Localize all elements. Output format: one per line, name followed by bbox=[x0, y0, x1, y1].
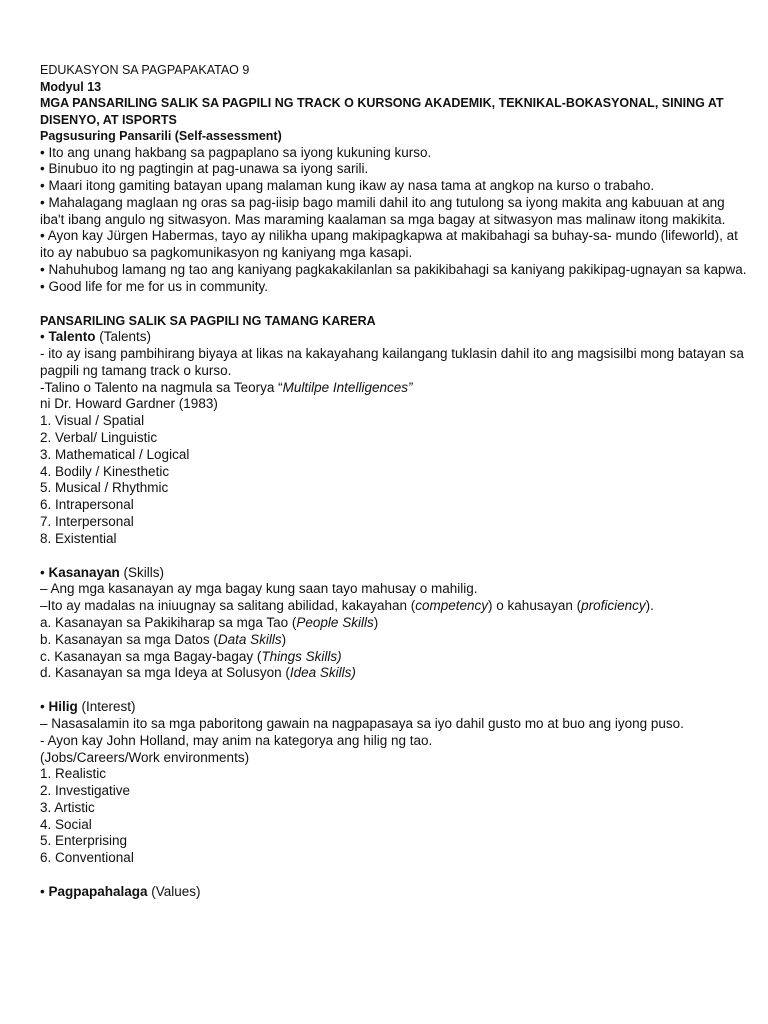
text-run: competency bbox=[415, 598, 489, 614]
talento-gloss: (Talents) bbox=[95, 329, 152, 345]
list-item: 3. Artistic bbox=[40, 799, 95, 815]
talento-heading bbox=[40, 329, 748, 346]
list-item bbox=[40, 615, 748, 632]
text-run: Idea Skills) bbox=[289, 665, 356, 681]
list-item: • Mahalagang maglaan ng oras sa pag-iisip bago mamili dahil ito ang tutulong sa iyong makita ang kabuuan at ang iba't ibang angulo ng sitwasyon. Mas maraming kaalaman sa mga bagay at sitwasyon mas malinaw itong makikita. bbox=[40, 194, 726, 227]
list-item: 2. Verbal/ Linguistic bbox=[40, 429, 158, 445]
talento-description: - ito ay isang pambihirang biyaya at likas na kakayahang kailangang tuklasin dahil ito ang magsisilbi mong batayan sa pagpili ng tamang track o kurso. bbox=[40, 345, 744, 378]
list-item: 5. Musical / Rhythmic bbox=[40, 480, 169, 496]
text-run: –Ito ay madalas na iniuugnay sa salitang abilidad, kakayahan ( bbox=[40, 598, 416, 614]
list-item: 5. Enterprising bbox=[40, 833, 128, 849]
hilig-gloss: (Interest) bbox=[77, 699, 136, 715]
theory-prefix: -Talino o Talento na nagmula sa Teorya “ bbox=[40, 379, 283, 395]
text-run: proficiency bbox=[581, 598, 646, 614]
list-item: 4. Social bbox=[40, 816, 92, 832]
list-item bbox=[40, 665, 748, 682]
list-item: 2. Investigative bbox=[40, 783, 131, 799]
intelligences-list bbox=[40, 413, 748, 547]
module-label: Modyul 13 bbox=[40, 79, 102, 94]
list-item: 7. Interpersonal bbox=[40, 513, 134, 529]
kasanayan-heading bbox=[40, 565, 748, 582]
list-item: 1. Realistic bbox=[40, 766, 107, 782]
hilig-heading bbox=[40, 699, 748, 716]
self-assessment-list bbox=[40, 145, 748, 296]
bullet: • bbox=[40, 564, 49, 580]
skills-list bbox=[40, 615, 748, 682]
bullet: • bbox=[40, 329, 49, 345]
text-run: a. Kasanayan sa Pakikiharap sa mga Tao ( bbox=[40, 614, 297, 630]
list-item: 4. Bodily / Kinesthetic bbox=[40, 463, 170, 479]
bullet: • bbox=[40, 884, 49, 900]
list-item bbox=[40, 649, 748, 666]
list-item: • Binubuo ito ng pagtingin at pag-unawa sa iyong sarili. bbox=[40, 161, 369, 177]
list-item: • Maari itong gamiting batayan upang malaman kung ikaw ay nasa tama at angkop na kurso o trabaho. bbox=[40, 178, 655, 194]
factors-heading: PANSARILING SALIK SA PAGPILI NG TAMANG KARERA bbox=[40, 313, 376, 328]
subject-title: EDUKASYON SA PAGPAPAKATAO 9 bbox=[40, 63, 250, 77]
kasanayan-description-2 bbox=[40, 598, 748, 615]
text-run: ) bbox=[281, 631, 287, 647]
theory-suffix: ” bbox=[407, 379, 413, 395]
text-run: People Skills bbox=[296, 614, 374, 630]
text-run: ). bbox=[645, 598, 654, 614]
text-run: b. Kasanayan sa mga Datos ( bbox=[40, 631, 218, 647]
talento-author: ni Dr. Howard Gardner (1983) bbox=[40, 396, 218, 412]
hilig-label: Hilig bbox=[48, 699, 78, 715]
text-run: ) bbox=[373, 614, 379, 630]
self-assessment-heading: Pagsusuring Pansarili (Self-assessment) bbox=[40, 129, 282, 143]
list-item: • Ayon kay Jürgen Habermas, tayo ay nilikha upang makipagkapwa at makibahagi sa buhay-sa- mundo (lifeworld), at ito ay nabubuo sa pagkomunikasyon ng kaniyang mga kasapi. bbox=[40, 228, 738, 261]
kasanayan-gloss: (Skills) bbox=[119, 564, 165, 580]
list-item: 3. Mathematical / Logical bbox=[40, 446, 190, 462]
text-run: ) o kahusayan ( bbox=[488, 598, 582, 614]
list-item: 8. Existential bbox=[40, 530, 117, 546]
pagpapahalaga-gloss: (Values) bbox=[147, 884, 201, 900]
pagpapahalaga-heading bbox=[40, 884, 748, 901]
bullet: • bbox=[40, 699, 49, 715]
text-run: c. Kasanayan sa mga Bagay-bagay ( bbox=[40, 648, 262, 664]
kasanayan-description: – Ang mga kasanayan ay mga bagay kung saan tayo mahusay o mahilig. bbox=[40, 581, 478, 597]
interest-list bbox=[40, 766, 748, 867]
talento-label: Talento bbox=[48, 329, 96, 345]
list-item: • Nahuhubog lamang ng tao ang kaniyang pagkakakilanlan sa pakikibahagi sa kaniyang pakikipag-ugnayan sa kapwa. bbox=[40, 262, 747, 278]
list-item: • Ito ang unang hakbang sa pagpaplano sa iyong kukuning kurso. bbox=[40, 144, 432, 160]
kasanayan-label: Kasanayan bbox=[48, 564, 120, 580]
hilig-description: – Nasasalamin ito sa mga paboritong gawain na nagpapasaya sa iyo dahil gusto mo at buo ang iyong puso. bbox=[40, 715, 684, 731]
module-title: MGA PANSARILING SALIK SA PAGPILI NG TRACK O KURSONG AKADEMIK, TEKNIKAL-BOKASYONAL, SINING AT DISENYO, AT ISPORTS bbox=[40, 96, 724, 127]
talento-theory bbox=[40, 380, 748, 397]
text-run: Things Skills) bbox=[261, 648, 342, 664]
theory-name: Multilpe Intelligences bbox=[282, 379, 408, 395]
list-item: 6. Conventional bbox=[40, 850, 134, 866]
list-item: 1. Visual / Spatial bbox=[40, 413, 145, 429]
text-run: Data Skills bbox=[217, 631, 282, 647]
hilig-description-3: (Jobs/Careers/Work environments) bbox=[40, 749, 250, 765]
list-item bbox=[40, 632, 748, 649]
list-item: • Good life for me for us in community. bbox=[40, 278, 269, 294]
list-item: 6. Intrapersonal bbox=[40, 497, 134, 513]
hilig-description-2: - Ayon kay John Holland, may anim na kategorya ang hilig ng tao. bbox=[40, 732, 433, 748]
text-run: d. Kasanayan sa mga Ideya at Solusyon ( bbox=[40, 665, 290, 681]
pagpapahalaga-label: Pagpapahalaga bbox=[48, 884, 148, 900]
